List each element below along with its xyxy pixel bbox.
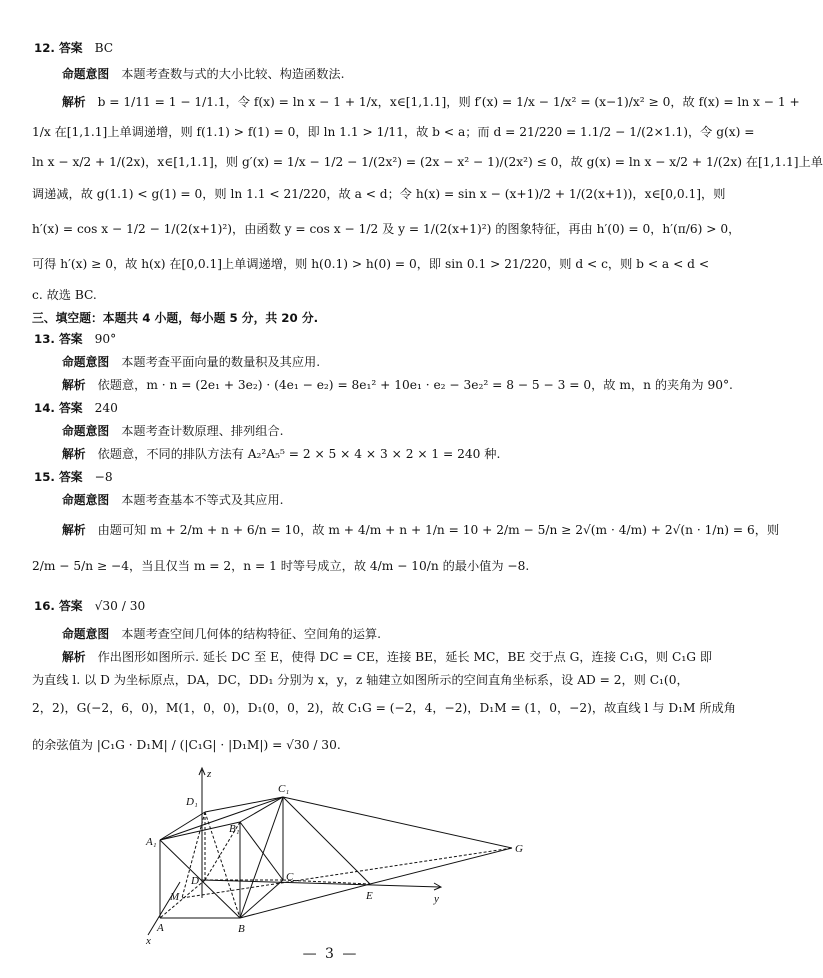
line-text: 由题可知 m + 2/m + n + 6/n = 10，故 m + 4/m + n + 1/n = 10 + 2/m − 5/n ≥ 2√(m · 4/m) + 2√(n · 1/n) = 6，则 (97, 523, 780, 537)
y-axis (202, 880, 440, 887)
line-q16-l3 (32, 700, 736, 716)
line-text: 本题考查平面向量的数量积及其应用. (121, 355, 321, 369)
line-text: 本题考查空间几何体的结构特征、空间角的运算. (121, 627, 382, 641)
line-text: c. 故选 BC. (32, 288, 97, 302)
line-text: 2，2)，G(−2，6，0)，M(1，0，0)，D₁(0，0，2)，故 C₁G = (−2，4，−2)，D₁M = (1，0，−2)，故直线 l 与 D₁M 所成角 (32, 701, 736, 715)
line-q15-l1 (62, 522, 780, 538)
line-text: BC (94, 41, 114, 55)
page-number: — 3 — (302, 946, 359, 962)
label-g: G (515, 843, 523, 855)
line-text: 三、填空题：本题共 4 小题，每小题 5 分，共 20 分. (32, 311, 319, 325)
line-q12-intent (62, 66, 647, 82)
line-text: 90° (94, 332, 117, 346)
geometry-figure (0, 760, 661, 950)
line-label: 命题意图 (62, 424, 110, 438)
edge-a1-b1 (160, 822, 240, 840)
line-q14-sol (62, 446, 647, 462)
edge-b1-c (240, 822, 283, 880)
line-q14-intent (62, 423, 647, 439)
line-q14-head (34, 400, 647, 416)
edge-d1-c1 (205, 797, 283, 812)
line-text: 作出图形如图所示. 延长 DC 至 E，使得 DC = CE，连接 BE，延长 MC，BE 交于点 G，连接 C₁G，则 C₁G 即 (97, 650, 713, 664)
label-m: M (170, 891, 180, 903)
line-label: 命题意图 (62, 493, 110, 507)
line-q16-head (34, 598, 647, 614)
label-b: B (238, 923, 245, 935)
label-d1: D₁ (186, 796, 198, 808)
line-q13-head (34, 331, 647, 347)
line-label: 解析 (62, 95, 86, 109)
line-text: 依题意，不同的排队方法有 A₂²A₅⁵ = 2 × 5 × 4 × 3 × 2 × 1 = 240 种. (97, 447, 501, 461)
line-text: b = 1/11 = 1 − 1/1.1，令 f(x) = ln x − 1 + 1/x，x∈[1,1.1]，则 f′(x) = 1/x − 1/x² = (x−1)/x² ≥ 0，故 f(x) = ln x − 1 + (97, 95, 800, 109)
label-x: x (146, 935, 151, 947)
line-q12-l3 (32, 154, 823, 170)
line-q12-l2 (32, 124, 755, 140)
line-q16-l4 (32, 737, 647, 753)
line-text: 本题考查数与式的大小比较、构造函数法. (121, 67, 345, 81)
line-text: 可得 h′(x) ≥ 0，故 h(x) 在[0,0.1]上单调递增，则 h(0.1) > h(0) = 0，即 sin 0.1 > 21/220，则 d < c，则 b < a < d < (32, 257, 710, 271)
line-text: 240 (94, 401, 118, 415)
line-label: 解析 (62, 523, 86, 537)
edge-c1-e (283, 797, 370, 884)
line-q12-l1 (62, 94, 800, 110)
line-sec3 (32, 310, 647, 326)
line-q16-l1 (62, 649, 713, 665)
line-label: 解析 (62, 378, 86, 392)
line-q13-sol (62, 377, 733, 393)
label-d: D (191, 875, 199, 887)
line-label: 14. 答案 (34, 401, 83, 415)
line-q12-l5 (32, 221, 741, 237)
edge-c1-b (240, 797, 283, 918)
line-text: ln x − x/2 + 1/(2x)，x∈[1,1.1]，则 g′(x) = 1/x − 1/2 − 1/(2x²) = (2x − x² − 1)/(2x²) ≤ 0，故 g(x) = ln x − x/2 + 1/(2x) 在[1,1.1]上单 (32, 155, 823, 169)
line-label: 命题意图 (62, 67, 110, 81)
line-text: 调递减，故 g(1.1) < g(1) = 0，则 ln 1.1 < 21/220，故 a < d；令 h(x) = sin x − (x+1)/2 + 1/(2(x+1))，x∈[0,0.1]，则 (32, 187, 726, 201)
label-c: C (286, 871, 294, 883)
line-label: 13. 答案 (34, 332, 83, 346)
line-q16-l2 (32, 672, 689, 688)
edge-c1-g (283, 797, 512, 848)
line-label: 解析 (62, 650, 86, 664)
label-c1: C₁ (278, 783, 290, 795)
label-a1: A₁ (146, 836, 157, 848)
line-q12-l7 (32, 287, 647, 303)
line-text: 1/x 在[1,1.1]上单调递增，则 f(1.1) > f(1) = 0，即 ln 1.1 > 1/11，故 b < a；而 d = 21/220 = 1.1/2 − 1/(2×1.1)，令 g(x) = (32, 125, 755, 139)
line-q12-l4 (32, 186, 726, 202)
line-text: 的余弦值为 |C₁G · D₁M| / (|C₁G| · |D₁M|) = √30 / 30. (32, 738, 341, 752)
line-text: √30 / 30 (94, 599, 146, 613)
line-q16-intent (62, 626, 647, 642)
line-text: 依题意，m · n = (2e₁ + 3e₂) · (4e₁ − e₂) = 8e₁² + 10e₁ · e₂ − 3e₂² = 8 − 5 − 3 = 0，故 m，n 的夹角为 90°. (97, 378, 733, 392)
edge-a1-d1 (160, 812, 205, 840)
x-axis (148, 882, 180, 935)
line-text: 本题考查计数原理、排列组合. (121, 424, 284, 438)
line-text: 为直线 l. 以 D 为坐标原点，DA，DC，DD₁ 分别为 x，y，z 轴建立如图所示的空间直角坐标系，设 AD = 2，则 C₁(0， (32, 673, 689, 687)
line-text: h′(x) = cos x − 1/2 − 1/(2(x+1)²)，由函数 y = cos x − 1/2 及 y = 1/(2(x+1)²) 的图象特征，再由 h′(0) = 0，h′(π/6) > 0， (32, 222, 741, 236)
label-b1: B₁ (229, 823, 240, 835)
line-label: 15. 答案 (34, 470, 83, 484)
label-a: A (157, 922, 164, 934)
label-e: E (366, 890, 373, 902)
line-label: 命题意图 (62, 355, 110, 369)
line-text: 2/m − 5/n ≥ −4，当且仅当 m = 2，n = 1 时等号成立，故 4/m − 10/n 的最小值为 −8. (32, 559, 530, 573)
label-z: z (207, 768, 212, 780)
line-q15-intent (62, 492, 647, 508)
line-text: −8 (94, 470, 113, 484)
line-text: 本题考查基本不等式及其应用. (121, 493, 284, 507)
line-q15-l2 (32, 558, 647, 574)
line-label: 12. 答案 (34, 41, 83, 55)
line-q12-l6 (32, 256, 710, 272)
line-label: 16. 答案 (34, 599, 83, 613)
line-q15-head (34, 469, 647, 485)
edge-a1-c1 (160, 797, 283, 840)
line-label: 解析 (62, 447, 86, 461)
label-y: y (434, 893, 439, 905)
edge-a1-b (160, 840, 240, 918)
line-q12-head (34, 40, 647, 56)
line-q13-intent (62, 354, 647, 370)
line-label: 命题意图 (62, 627, 110, 641)
